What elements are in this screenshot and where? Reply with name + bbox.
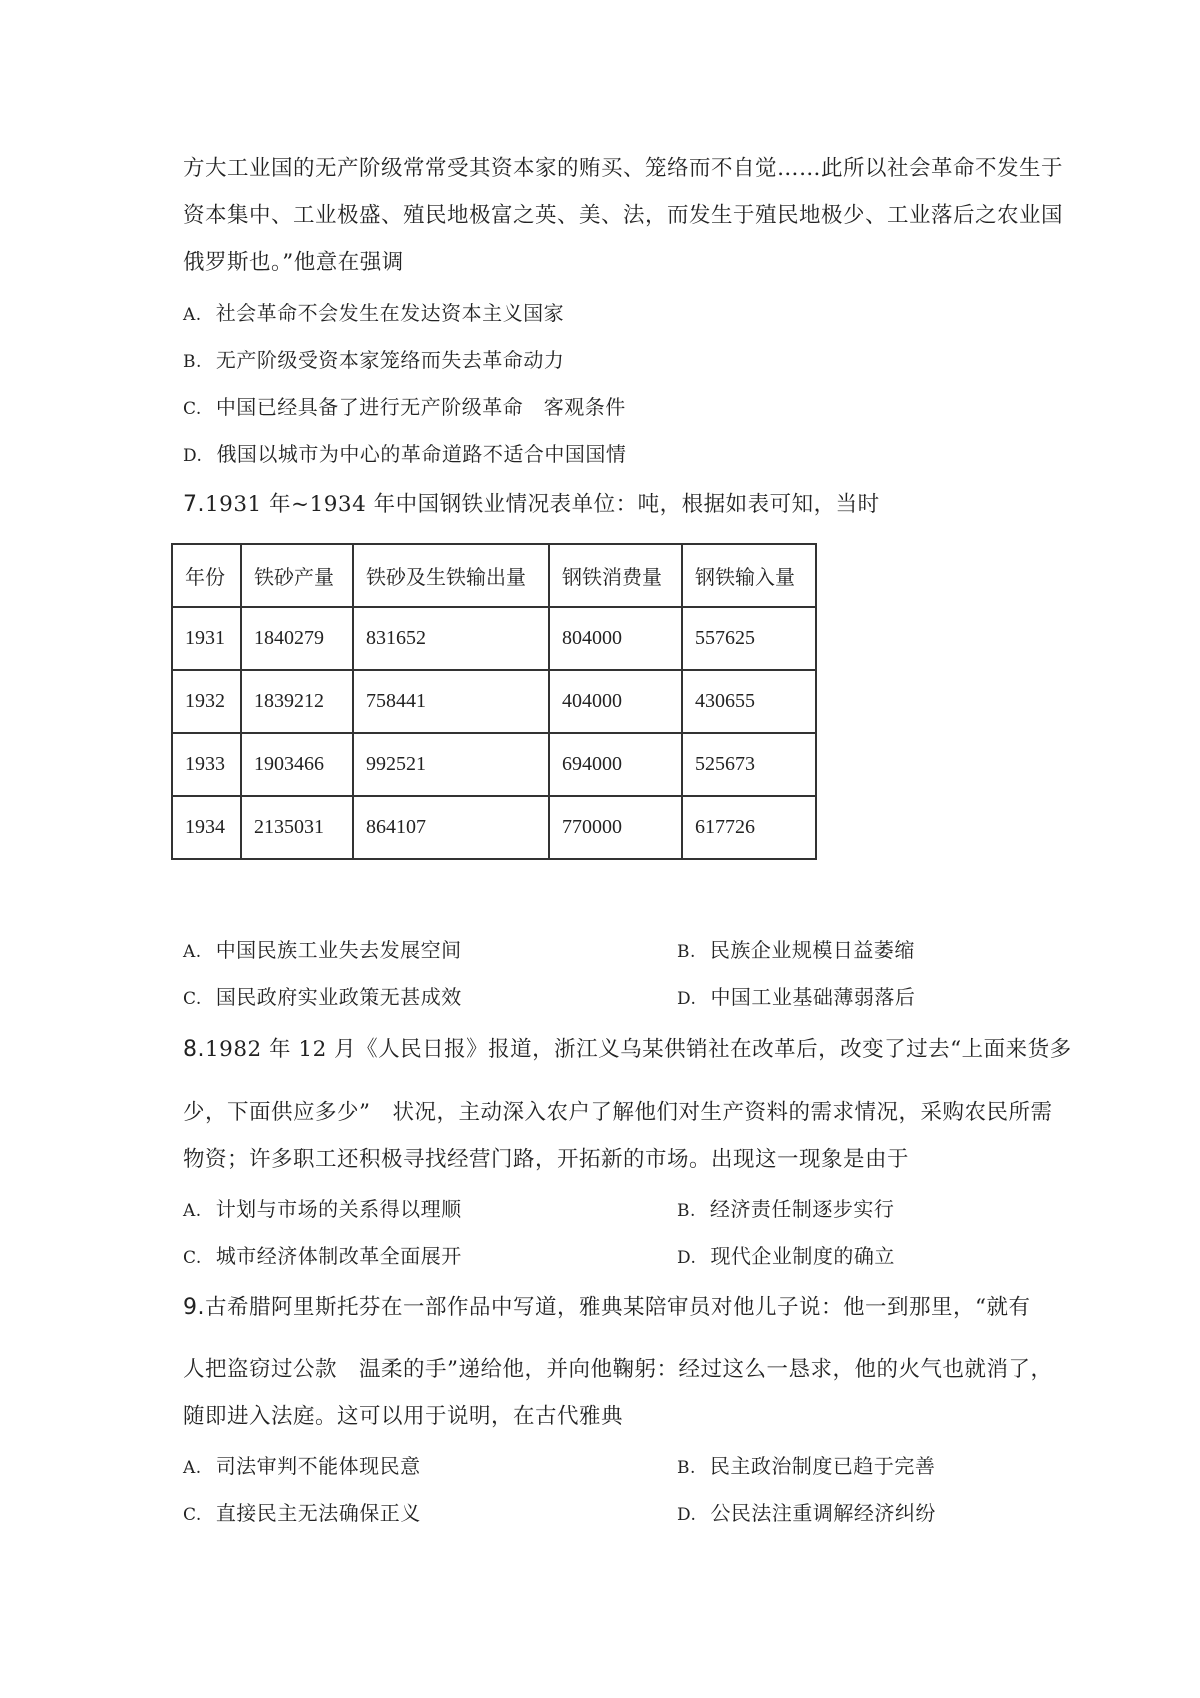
question-number: 7.	[183, 492, 205, 517]
option-text: 公民法注重调解经济纠纷	[710, 1501, 936, 1525]
option-letter: C.	[183, 1505, 202, 1525]
option-text: 中国已经具备了进行无产阶级革命 客观条件	[215, 395, 626, 419]
option-letter: B.	[677, 1458, 696, 1478]
option-text: 社会革命不会发生在发达资本主义国家	[215, 301, 565, 325]
option-letter: B.	[183, 352, 202, 372]
q7-option-c[interactable]	[183, 982, 462, 1014]
table-row	[172, 607, 816, 670]
table-header-cell: 年份	[172, 544, 241, 607]
option-text: 俄国以城市为中心的革命道路不适合中国国情	[216, 442, 627, 466]
option-text: 中国工业基础薄弱落后	[710, 985, 916, 1009]
q6-stem-line-2: 资本集中、工业极盛、殖民地极富之英、美、法，而发生于殖民地极少、工业落后之农业国	[183, 203, 1064, 228]
q8-stem-line-1	[183, 1035, 1072, 1065]
q9-stem-line-1	[183, 1293, 1043, 1323]
q9-option-c[interactable]	[183, 1498, 421, 1530]
option-text: 经济责任制逐步实行	[709, 1197, 895, 1221]
q9-stem-line-2: 人把盗窃过公款 温柔的手”递给他，并向他鞠躬：经过这么一恳求，他的火气也就消了，	[183, 1357, 1053, 1382]
option-letter: C.	[183, 1248, 202, 1268]
option-letter: D.	[677, 1505, 697, 1525]
question-text: 1982 年 12 月《人民日报》报道，浙江义乌某供销社在改革后，改变了过去“上面来货多	[205, 1037, 1072, 1062]
table-row	[172, 670, 816, 733]
table-row	[172, 733, 816, 796]
table-cell: 1840279	[241, 607, 353, 670]
q8-stem-line-2: 少，下面供应多少” 状况，主动深入农户了解他们对生产资料的需求情况，采购农民所需	[183, 1100, 1053, 1125]
option-text: 中国民族工业失去发展空间	[215, 938, 462, 962]
option-text: 现代企业制度的确立	[710, 1244, 895, 1268]
table-header-row	[172, 544, 816, 607]
q8-stem-line-3: 物资；许多职工还积极寻找经营门路，开拓新的市场。出现这一现象是由于	[183, 1147, 910, 1172]
q7-option-a[interactable]	[183, 935, 462, 967]
question-number: 8.	[183, 1037, 205, 1062]
option-letter: B.	[677, 1201, 696, 1221]
table-cell: 1932	[172, 670, 241, 733]
option-text: 民族企业规模日益萎缩	[709, 938, 915, 962]
q7-option-d[interactable]	[677, 982, 915, 1014]
option-letter: A.	[183, 1201, 202, 1221]
option-letter: C.	[183, 399, 202, 419]
table-row	[172, 796, 816, 859]
question-number: 9.	[183, 1295, 205, 1320]
table-header-cell: 钢铁输入量	[682, 544, 816, 607]
table-header-cell: 铁砂及生铁输出量	[353, 544, 549, 607]
table-cell: 804000	[549, 607, 682, 670]
table-cell: 694000	[549, 733, 682, 796]
table-header-cell: 钢铁消费量	[549, 544, 682, 607]
table-cell: 557625	[682, 607, 816, 670]
q6-option-b[interactable]	[183, 345, 564, 377]
option-letter: D.	[677, 989, 697, 1009]
q7-option-b[interactable]	[677, 935, 915, 967]
table-cell: 758441	[353, 670, 549, 733]
option-letter: D.	[183, 446, 203, 466]
table-cell: 1931	[172, 607, 241, 670]
question-text: 古希腊阿里斯托芬在一部作品中写道，雅典某陪审员对他儿子说：他一到那里，“就有	[205, 1295, 1031, 1320]
q6-stem-line-1: 方大工业国的无产阶级常常受其资本家的贿买、笼络而不自觉……此所以社会革命不发生于	[183, 156, 1064, 181]
table-cell: 1934	[172, 796, 241, 859]
question-text: 1931 年~1934 年中国钢铁业情况表单位：吨，根据如表可知，当时	[205, 492, 880, 517]
option-text: 民主政治制度已趋于完善	[709, 1454, 936, 1478]
table-cell: 1933	[172, 733, 241, 796]
table-cell: 404000	[549, 670, 682, 733]
q9-stem-line-3: 随即进入法庭。这可以用于说明，在古代雅典	[183, 1404, 624, 1429]
table-cell: 1839212	[241, 670, 353, 733]
table-header-cell: 铁砂产量	[241, 544, 353, 607]
table-cell: 525673	[682, 733, 816, 796]
q6-option-c[interactable]	[183, 392, 626, 424]
option-letter: B.	[677, 942, 696, 962]
option-letter: C.	[183, 989, 202, 1009]
q6-option-d[interactable]	[183, 439, 626, 471]
table-cell: 831652	[353, 607, 549, 670]
table-cell: 770000	[549, 796, 682, 859]
table-cell: 617726	[682, 796, 816, 859]
table-cell: 1903466	[241, 733, 353, 796]
q9-option-d[interactable]	[677, 1498, 936, 1530]
option-text: 直接民主无法确保正义	[215, 1501, 421, 1525]
q8-option-b[interactable]	[677, 1194, 894, 1226]
table-cell: 430655	[682, 670, 816, 733]
option-text: 国民政府实业政策无甚成效	[215, 985, 462, 1009]
option-text: 计划与市场的关系得以理顺	[215, 1197, 462, 1221]
option-letter: A.	[183, 305, 202, 325]
q8-option-d[interactable]	[677, 1241, 895, 1273]
q9-option-b[interactable]	[677, 1451, 935, 1483]
table-cell: 2135031	[241, 796, 353, 859]
q9-option-a[interactable]	[183, 1451, 421, 1483]
q8-option-a[interactable]	[183, 1194, 462, 1226]
table-cell: 992521	[353, 733, 549, 796]
option-letter: A.	[183, 1458, 202, 1478]
option-letter: D.	[677, 1248, 697, 1268]
q6-option-a[interactable]	[183, 298, 564, 330]
option-text: 城市经济体制改革全面展开	[215, 1244, 462, 1268]
q8-option-c[interactable]	[183, 1241, 462, 1273]
q6-stem-line-3: 俄罗斯也。”他意在强调	[183, 250, 404, 275]
table-cell: 864107	[353, 796, 549, 859]
option-text: 无产阶级受资本家笼络而失去革命动力	[215, 348, 565, 372]
steel-industry-table	[171, 543, 817, 860]
q7-stem	[183, 490, 1043, 520]
option-text: 司法审判不能体现民意	[215, 1454, 421, 1478]
option-letter: A.	[183, 942, 202, 962]
